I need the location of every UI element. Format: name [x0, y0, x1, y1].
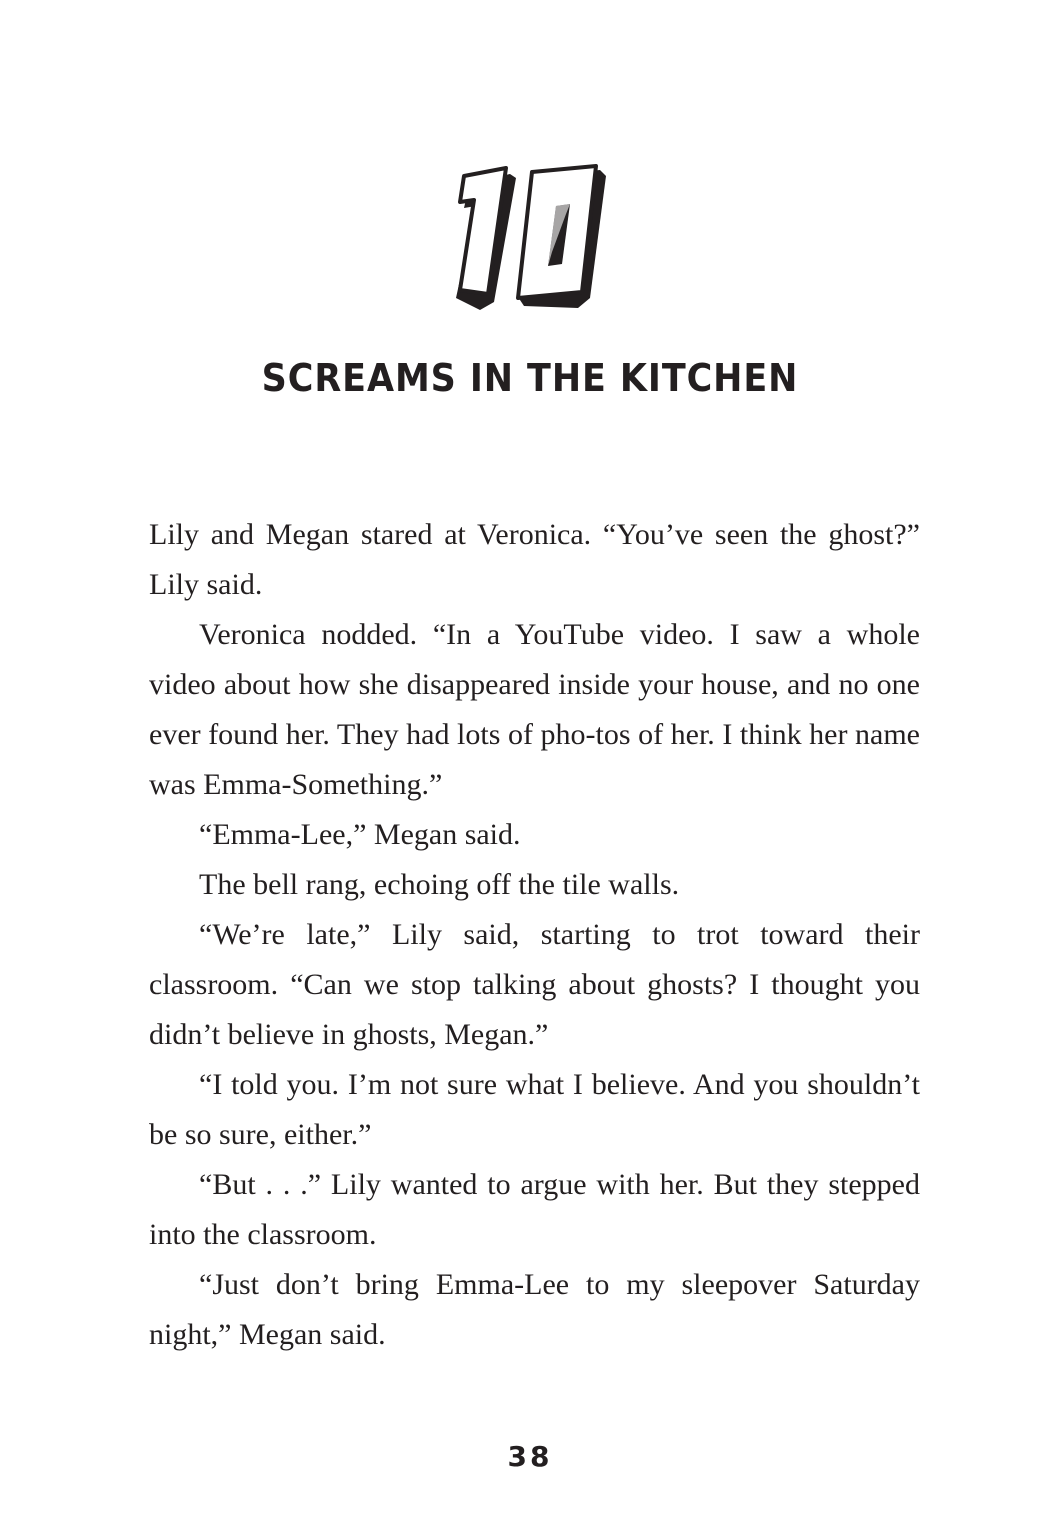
paragraph: “But . . .” Lily wanted to argue with her. But they stepped into the classroom.	[149, 1168, 920, 1251]
paragraph: Veronica nodded. “In a YouTube video. I saw a whole video about how she disappeared inside your house, and no one ever found her. They had lots of pho-tos of her. I think her name was Emma-Something.”	[149, 618, 920, 801]
paragraph: The bell rang, echoing off the tile walls.	[199, 868, 680, 901]
paragraph: “I told you. I’m not sure what I believe. And you shouldn’t be so sure, either.”	[149, 1068, 920, 1151]
paragraph: “Emma-Lee,” Megan said.	[199, 818, 521, 851]
chapter-number-graphic	[440, 152, 620, 322]
chapter-number	[0, 152, 1060, 322]
chapter-title: SCREAMS IN THE KITCHEN	[261, 356, 799, 400]
paragraph: “Just don’t bring Emma-Lee to my sleepover Saturday night,” Megan said.	[149, 1268, 920, 1351]
paragraph: “We’re late,” Lily said, starting to trot toward their classroom. “Can we stop talking about ghosts? I thought you didn’t believe in ghosts, Megan.”	[149, 918, 920, 1051]
paragraph: Lily and Megan stared at Veronica. “You’ve seen the ghost?” Lily said.	[149, 518, 920, 601]
page-number: 38	[507, 1440, 553, 1473]
body-text	[149, 510, 920, 1360]
